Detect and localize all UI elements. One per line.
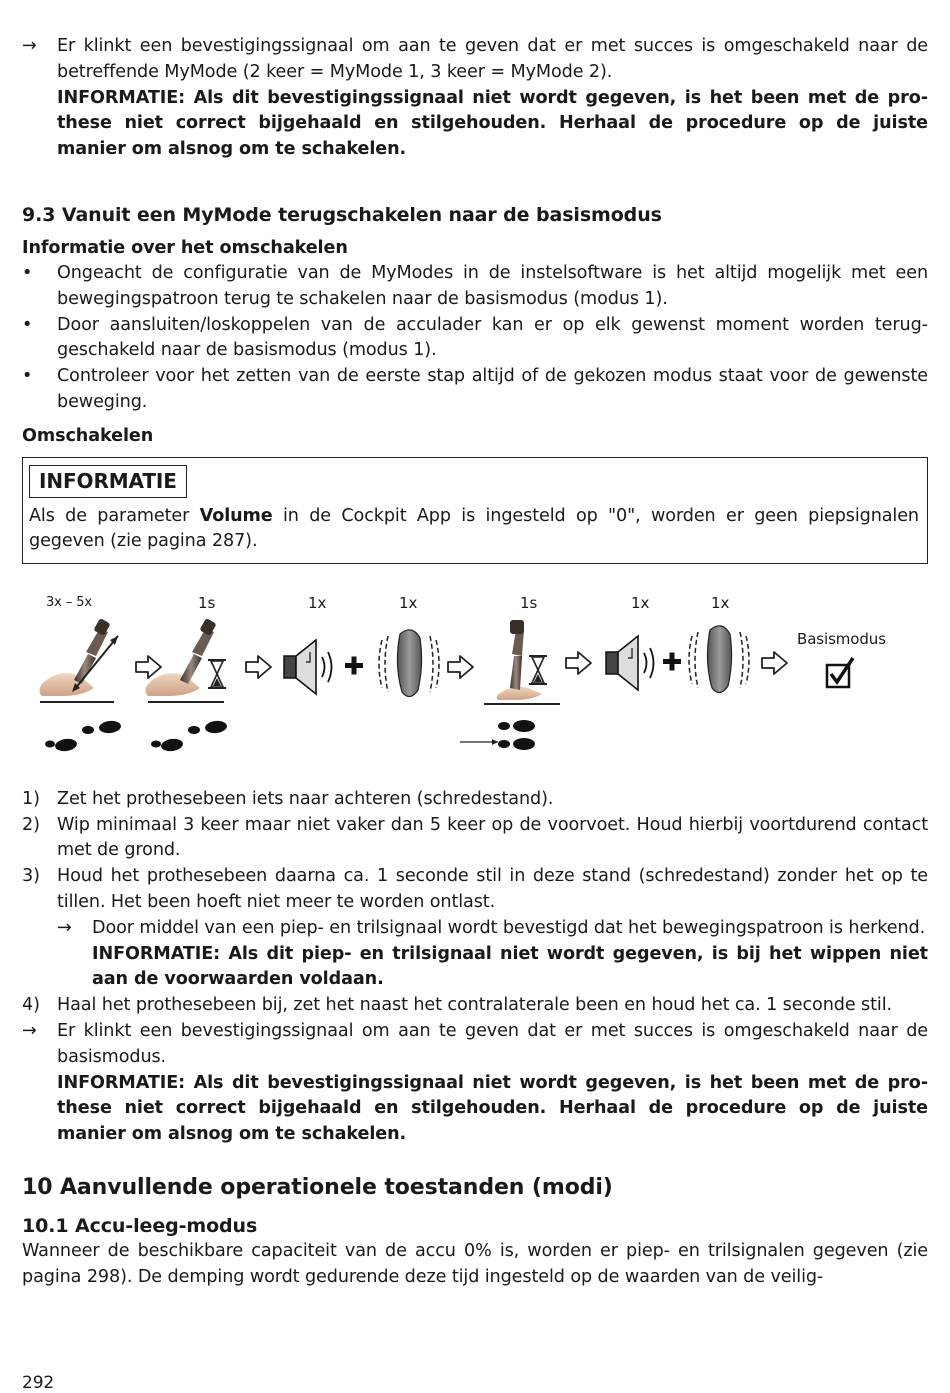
- foot-steps-icon: [45, 720, 122, 753]
- step-number: 4): [22, 995, 40, 1016]
- step-text: Houd het prothesebeen daarna ca. 1 seconde stil in deze stand (schredestand) zonder het op te tillen. Het been hoeft niet meer te worden ontlast.: [57, 866, 928, 912]
- step-number: 1): [22, 788, 40, 809]
- step-item: [22, 787, 928, 813]
- section-9-3-title: 9.3 Vanuit een MyMode terugschakelen naar de basismodus: [22, 203, 662, 226]
- checkbox-checked-icon: [827, 658, 853, 687]
- page-content: [22, 34, 928, 1291]
- bullet-item: [22, 364, 928, 416]
- speaker-icon: [606, 636, 654, 690]
- info-text-part: Als de parameter: [29, 505, 200, 526]
- arrow-right-outline-icon: [566, 652, 591, 674]
- intro-text: Er klinkt een bevestigingssignaal om aan te geven dat er met succes is omgeschakeld naar de betreffende MyMode (2 keer = MyMode 1, 3 keer = MyMode 2).: [57, 36, 928, 82]
- arrow-marker: →: [22, 1020, 37, 1041]
- hourglass-icon: [208, 660, 226, 688]
- arrow-right-outline-icon: [762, 652, 787, 674]
- bullet-text: Controleer voor het zetten van de eerste stap altijd of de gekozen modus staat voor de gewenste beweging.: [57, 366, 928, 412]
- foot-steps-icon: [460, 720, 535, 750]
- vibration-icon: [379, 630, 439, 697]
- intro-result: [22, 34, 928, 163]
- final-result-text: Er klinkt een bevestigingssignaal om aan te geven dat er met succes is omgeschakeld naar de basismodus.: [57, 1020, 928, 1067]
- final-result-info: INFORMATIE: Als dit bevestigingssignaal niet wordt gegeven, is het been met de prothese niet correct bijgehaald en stilgehouden. Herhaal de procedure op de juiste manier om alsnog om te schakelen.: [57, 1072, 928, 1145]
- bullet-item: [22, 261, 928, 313]
- figure-label-reps: 3x – 5x: [46, 594, 92, 610]
- step-text: Haal het prothesebeen bij, zet het naast het contralaterale been en houd het ca. 1 seconde stil.: [57, 995, 892, 1016]
- speaker-icon: [284, 640, 332, 694]
- arrow-right-outline-icon: [448, 656, 473, 678]
- bullet-item: [22, 313, 928, 365]
- step-3-result-text: Door middel van een piep- en trilsignaal wordt bevestigd dat het bewegingspatroon is herkend.: [92, 917, 926, 938]
- prosthesis-hold-icon: [484, 620, 560, 704]
- step-3-result: [22, 916, 928, 993]
- figure-label-hold: 1s: [198, 593, 216, 612]
- step-number: 3): [22, 866, 40, 887]
- info-box-title: INFORMATIE: [29, 465, 187, 498]
- info-box: [22, 457, 928, 564]
- step-item: [22, 813, 928, 865]
- subheading-switch: Omschakelen: [22, 425, 154, 446]
- step-item: [22, 864, 928, 916]
- step-text: Wip minimaal 3 keer maar niet vaker dan 5 keer op de voorvoet. Houd hierbij voortdurend contact met de grond.: [57, 814, 928, 861]
- prosthesis-rocking-icon: [39, 618, 118, 702]
- subheading-info: Informatie over het omschakelen: [22, 237, 348, 258]
- figure-label-beep: 1x: [308, 593, 327, 612]
- figure-label-vibration: 1x: [399, 593, 418, 612]
- arrow-right-outline-icon: [246, 656, 271, 678]
- step-3-info: INFORMATIE: Als dit piep- en trilsignaal niet wordt gegeven, is bij het wippen niet aan de voorwaarden voldaan.: [92, 943, 928, 990]
- step-number: 2): [22, 814, 40, 835]
- final-result: [22, 1019, 928, 1148]
- procedure-figure: [22, 594, 928, 780]
- procedure-illustration: [22, 594, 928, 780]
- bullet-text: Ongeacht de configuratie van de MyModes in de instelsoftware is het altijd mogelijk met een bewegingspatroon terug te schakelen naar de basismodus (modus 1).: [57, 262, 928, 309]
- bullet-marker: •: [22, 366, 33, 387]
- foot-steps-icon: [151, 720, 228, 753]
- figure-label-hold: 1s: [520, 593, 538, 612]
- arrow-marker: →: [22, 36, 37, 56]
- figure-label-vibration: 1x: [711, 593, 730, 612]
- vibration-icon: [689, 626, 749, 693]
- section-10-1-title: 10.1 Accu-leeg-modus: [22, 1214, 258, 1237]
- info-text-bold: Volume: [199, 505, 273, 526]
- info-text-part: in de Cockpit App is ingesteld op "0", worden er geen piepsignalen gegeven (zie pagina 287).: [29, 505, 919, 552]
- section-10-title: 10 Aanvullende operationele toestanden (modi): [22, 1174, 613, 1200]
- section-10-1-text: Wanneer de beschikbare capaciteit van de accu 0% is, worden er piep- en trilsignalen gegeven (zie pagina 298). De demping wordt gedurende deze tijd ingesteld op de waarden van de veilig-: [22, 1240, 928, 1287]
- bullet-marker: •: [22, 262, 33, 283]
- figure-label-result: Basismodus: [797, 629, 886, 648]
- step-text: Zet het prothesebeen iets naar achteren (schredestand).: [57, 788, 554, 809]
- plus-icon: [663, 652, 681, 670]
- arrow-right-outline-icon: [136, 656, 161, 678]
- page-number: 292: [22, 1373, 55, 1393]
- bullet-text: Door aansluiten/loskoppelen van de acculader kan er op elk gewenst moment worden teruggeschakeld naar de basismodus (modus 1).: [57, 314, 928, 361]
- step-item: [22, 993, 928, 1019]
- plus-icon: [345, 656, 363, 674]
- figure-label-beep: 1x: [631, 593, 650, 612]
- hourglass-icon: [529, 656, 547, 684]
- info-box-text: [29, 504, 919, 555]
- arrow-marker: →: [57, 917, 72, 938]
- intro-info: INFORMATIE: Als dit bevestigingssignaal niet wordt gegeven, is het been met de prothese niet correct bijgehaald en stilgehouden. Herhaal de procedure op de juiste manier om alsnog om te schakelen.: [57, 87, 928, 160]
- bullet-marker: •: [22, 314, 33, 335]
